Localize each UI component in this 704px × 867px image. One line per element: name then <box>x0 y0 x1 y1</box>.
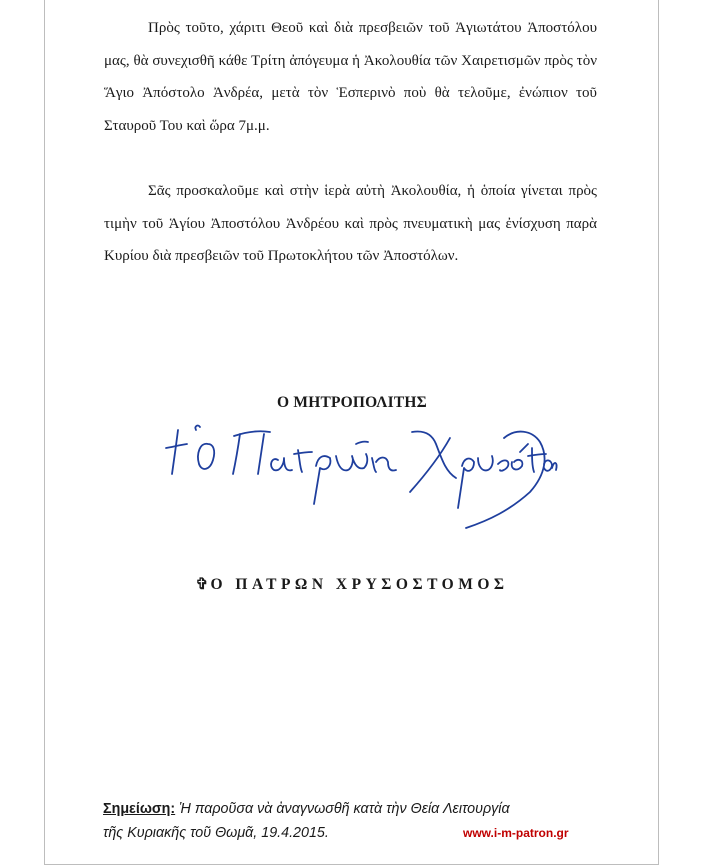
website-link[interactable]: www.i-m-patron.gr <box>463 826 569 840</box>
printed-name-text: Ο ΠΑΤΡΩΝ ΧΡΥΣΟΣΤΟΜΟΣ <box>210 576 509 593</box>
footnote-text-line1: Ἡ παροῦσα νὰ ἀναγνωσθῆ κατὰ τὴν Θεία Λειτουργία <box>175 801 510 817</box>
signatory-title: Ο ΜΗΤΡΟΠΟΛΙΤΗΣ <box>277 394 427 411</box>
footnote-label: Σημείωση: <box>103 801 176 817</box>
printed-name <box>0 575 704 594</box>
footnote <box>103 797 663 845</box>
handwritten-signature <box>160 408 560 533</box>
cross-icon: ✞ <box>195 576 211 593</box>
letter-paragraph-2: Σᾶς προσκαλοῦμε καὶ στὴν ἱερὰ αὐτὴ Ἀκολουθία, ἡ ὁποία γίνεται πρὸς τιμὴν τοῦ Ἁγίου Ἀποστόλου Ἀνδρέου καὶ πρὸς πνευματικὴ μας ἐνίσχυση παρὰ Κυρίου διὰ πρεσβειῶν τοῦ Πρωτοκλήτου τῶν Ἀποστόλων. <box>104 183 597 264</box>
footnote-text-line2: τῆς Κυριακῆς τοῦ Θωμᾶ, 19.4.2015. <box>103 825 329 841</box>
letter-paragraph-1: Πρὸς τοῦτο, χάριτι Θεοῦ καὶ διὰ πρεσβειῶν τοῦ Ἁγιωτάτου Ἀποστόλου μας, θὰ συνεχισθῆ κάθε Τρίτη ἀπόγευμα ἡ Ἀκολουθία τῶν Χαιρετισμῶν πρὸς τὸν Ἅγιο Ἀπόστολο Ἀνδρέα, μετὰ τὸν Ἑσπερινὸ ποὺ θὰ τελοῦμε, ἐνώπιον τοῦ Σταυροῦ Του καὶ ὥρα 7μ.μ. <box>104 20 597 134</box>
